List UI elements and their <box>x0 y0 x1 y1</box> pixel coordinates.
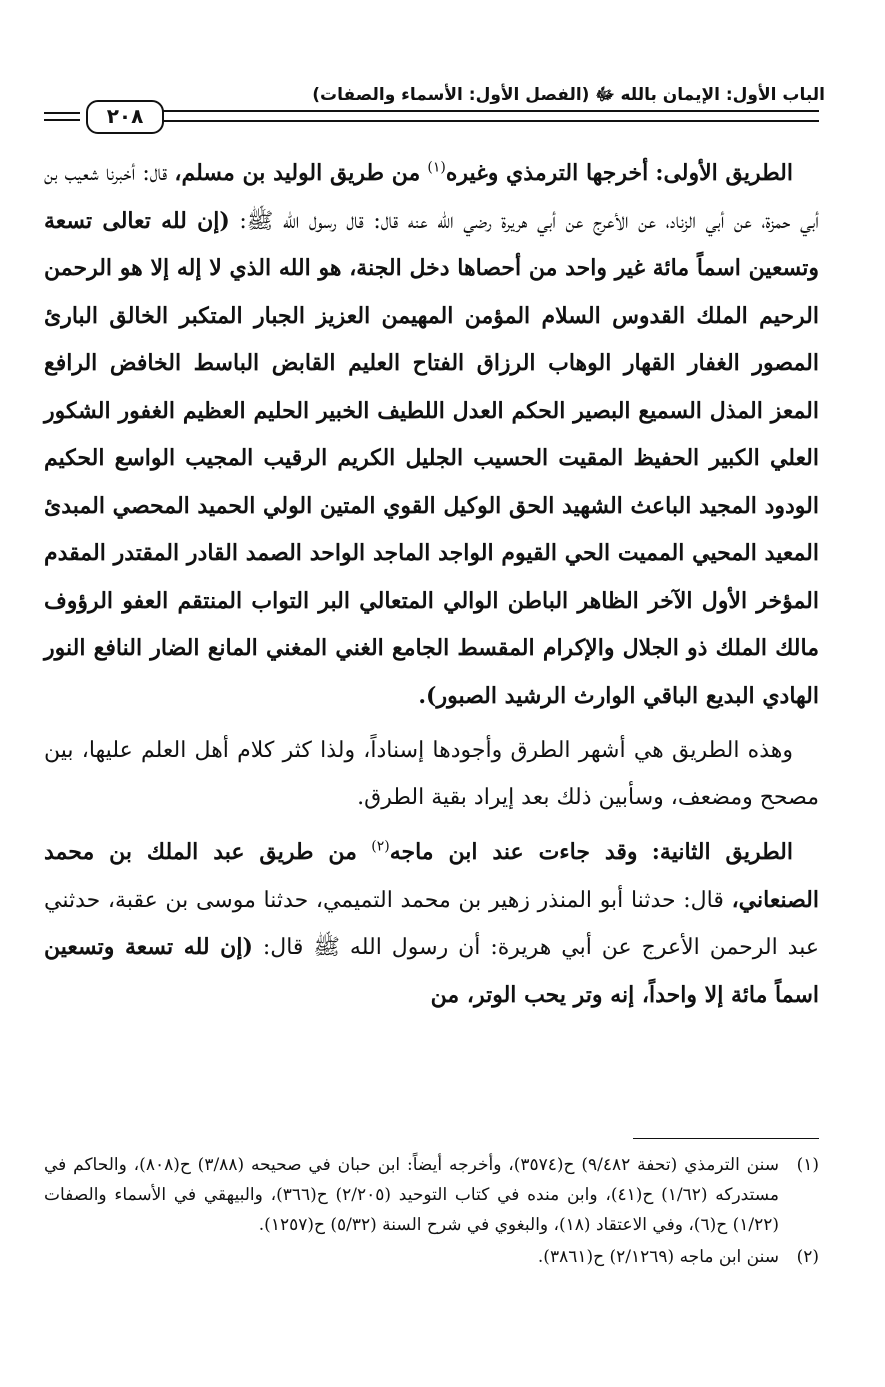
footnote-1 <box>44 1150 819 1240</box>
page-number: ٢٠٨ <box>86 100 164 134</box>
footnotes <box>44 1150 819 1274</box>
footnote-number: (١) <box>796 1155 819 1175</box>
header-double-rule <box>162 110 819 122</box>
route-label: الطريق الثانية: <box>651 839 793 865</box>
footnote-ref-2[interactable]: (٢) <box>371 838 390 855</box>
paragraph-commentary <box>44 728 819 821</box>
route-lead: وقد جاءت عند ابن ماجه <box>389 839 638 865</box>
page-number-rule <box>44 112 80 121</box>
route-lead-continued: من طريق الوليد بن مسلم، <box>174 160 421 186</box>
footnote-ref-1[interactable]: (١) <box>427 159 446 176</box>
footnote-separator <box>633 1138 819 1139</box>
footnote-2 <box>44 1242 819 1272</box>
isnad-text: قال: حدثنا أبو المنذر زهير بن محمد التميمي، حدثنا موسى بن عقبة، حدثني عبد الرحمن الأعرج عن أبي هريرة: أن رسول الله ﷺ قال: <box>44 887 819 960</box>
commentary-text: وهذه الطريق هي أشهر الطرق وأجودها إسناداً، ولذا كثر كلام أهل العلم عليها، بين مصحح ومضعف، وسأبين ذلك بعد إيراد بقية الطرق. <box>44 738 819 810</box>
isnad-text: قال: أخبرنا شعيب بن أبي حمزة، عن أبي الزناد، عن الأعرج عن أبي هريرة رضي الله عنه قال: قال رسول الله ﷺ: <box>44 161 819 234</box>
hadith-quote: (إن لله تسعة وتسعين اسماً مائة إلا واحداً، إنه وتر يحب الوتر، من <box>44 934 819 1008</box>
footnote-text: سنن ابن ماجه (٢/١٢٦٩) ح(٣٨٦١). <box>537 1247 779 1267</box>
hadith-quote: (إن لله تعالى تسعة وتسعين اسماً مائة غير واحد من أحصاها دخل الجنة، هو الله الذي لا إله إلا هو الرحمن الرحيم الملك القدوس السلام المؤمن المهيمن العزيز الجبار المتكبر الخالق البارئ المصور الغفار القهار الوهاب الرزاق الفتاح العليم القابض الباسط الخافض الرافع المعز المذل السميع البصير الحكم العدل اللطيف الخبير الحليم العظيم الغفور الشكور العلي الكبير الحفيظ المقيت الحسيب الجليل الكريم الرقيب المجيب الواسع الحكيم الودود المجيد الباعث الشهيد الحق الوكيل القوي المتين الولي الحميد المحصي المبدئ المعيد المحيي المميت الحي القيوم الواجد الماجد الواحد الصمد القادر المقتدر المقدم المؤخر الأول الآخر الظاهر الباطن الوالي المتعالي البر التواب المنتقم العفو الرؤوف مالك الملك ذو الجلال والإكرام المقسط الجامع الغني المغني المانع الضار النافع النور الهادي البديع الباقي الوارث الرشيد الصبور). <box>44 207 819 709</box>
paragraph-first-route <box>44 150 819 720</box>
route-lead: أخرجها الترمذي وغيره <box>445 160 649 186</box>
main-text <box>44 150 819 1027</box>
running-title: الباب الأول: الإيمان بالله ﷻ (الفصل الأول: الأسماء والصفات) <box>312 85 825 105</box>
route-label: الطريق الأولى: <box>655 160 793 186</box>
footnote-number: (٢) <box>796 1247 819 1267</box>
footnote-text: سنن الترمذي (تحفة ٩/٤٨٢) ح(٣٥٧٤)، وأخرجه أيضاً: ابن حبان في صحيحه (٣/٨٨) ح(٨٠٨)، والحاكم في مستدركه (١/٦٢) ح(٤١)، وابن منده في كتاب التوحيد (٢/٢٠٥) ح(٣٦٦)، والبيهقي في الأسماء والصفات (١/٢٢) ح(٦)، وفي الاعتقاد (١٨)، والبغوي في شرح السنة (٥/٣٢) ح(١٢٥٧). <box>44 1155 779 1235</box>
route-lead-continued: من طريق عبد الملك بن محمد الصنعاني، <box>44 839 819 913</box>
paragraph-second-route <box>44 829 819 1019</box>
